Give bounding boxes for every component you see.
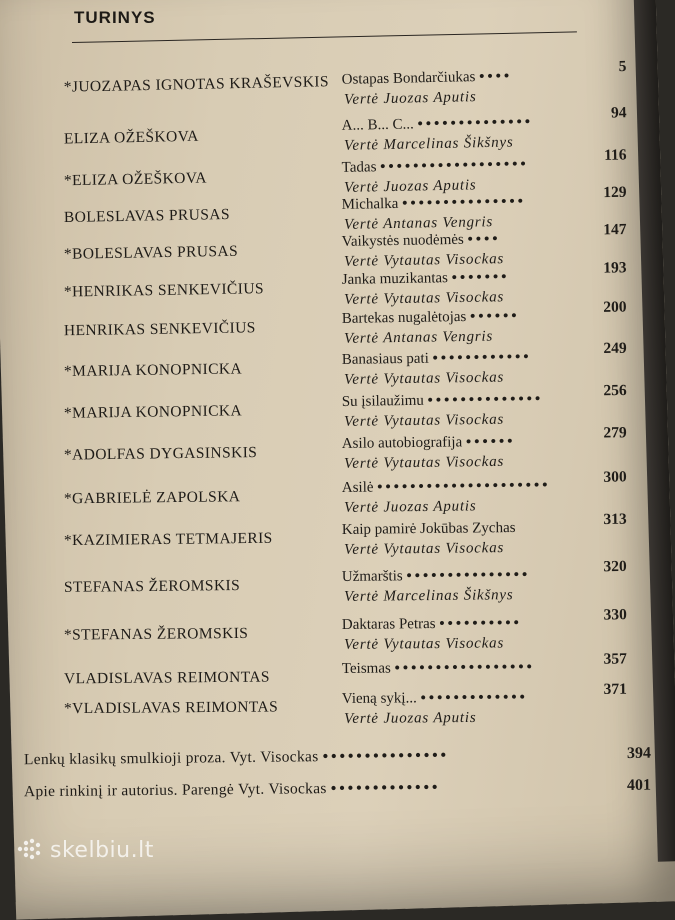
- entry-author: STEFANAS ŽEROMSKIS: [64, 577, 240, 597]
- entry-page-number: 371: [603, 681, 626, 699]
- entry-title-text: Kaip pamirė Jokūbas Zychas: [342, 520, 516, 538]
- leader-dots: •••••••••••••••••: [395, 659, 535, 676]
- entry-title: [342, 68, 513, 89]
- entry-translator: Vertė Juozas Aputis: [344, 498, 477, 517]
- appendix-page-number: 401: [627, 777, 651, 795]
- entry-page-number: 94: [611, 104, 627, 122]
- entry-translator: Vertė Antanas Vengris: [344, 214, 493, 234]
- entry-title-text: Banasiaus pati: [342, 351, 429, 368]
- leader-dots: ••••••: [466, 434, 516, 451]
- entry-title-text: Vaikystės nuodėmės: [342, 232, 464, 250]
- entry-translator: Vertė Marcelinas Šikšnys: [344, 587, 514, 606]
- appendix-title: Lenkų klasikų smulkioji proza. Vyt. Visockas: [24, 748, 319, 768]
- entry-title: [342, 349, 532, 369]
- entry-translator: Vertė Juozas Aputis: [344, 710, 477, 728]
- entry-author: ELIZA OŽEŠKOVA: [64, 128, 199, 149]
- entry-translator: Vertė Vytautas Visockas: [344, 540, 504, 559]
- appendix-text: [24, 779, 441, 801]
- entry-title-text: Bartekas nugalėtojas: [342, 309, 467, 327]
- leader-dots: •••••••••••••: [331, 779, 441, 797]
- leader-dots: ••••••••••••••: [428, 391, 544, 409]
- entry-title: [342, 520, 516, 539]
- entry-page-number: 313: [603, 511, 626, 529]
- entry-page-number: 116: [604, 146, 627, 164]
- toc-entry: [0, 518, 675, 572]
- leader-dots: ••••••: [470, 308, 520, 325]
- entry-title: [342, 308, 520, 328]
- skelbiu-logo-icon: [16, 838, 46, 860]
- entry-page-number: 279: [603, 424, 626, 442]
- entry-translator: Vertė Vytautas Visockas: [344, 412, 504, 431]
- leader-dots: ••••: [467, 231, 500, 248]
- leader-dots: ••••••••••••: [432, 349, 531, 366]
- toc-entry: [0, 688, 675, 739]
- entry-title-text: Asilo autobiografija: [342, 434, 463, 452]
- entry-page-number: 330: [603, 606, 626, 624]
- entry-page-number: 129: [603, 184, 627, 202]
- entry-page-number: 5: [619, 58, 627, 76]
- entry-author: *ELIZA OŽEŠKOVA: [64, 170, 207, 191]
- entry-title-text: Su įsilaužimu: [342, 393, 424, 410]
- entry-title: [342, 567, 531, 586]
- entry-translator: Vertė Antanas Vengris: [344, 329, 493, 348]
- leader-dots: •••••••••••••••: [323, 747, 450, 765]
- entry-title: [342, 477, 551, 497]
- leader-dots: •••••••••••••••: [406, 567, 530, 584]
- leader-dots: ••••••••••••••••••: [380, 156, 529, 175]
- entry-translator: Vertė Vytautas Visockas: [344, 635, 504, 654]
- entry-title: [342, 114, 534, 135]
- entry-author: *KAZIMIERAS TETMAJERIS: [64, 530, 273, 550]
- entry-title-text: A... B... C...: [342, 116, 414, 133]
- appendix-text: [24, 747, 449, 769]
- toc-appendix-entry: [0, 776, 675, 813]
- entry-page-number: 249: [603, 340, 627, 358]
- entry-title-text: Vieną sykį...: [342, 690, 417, 707]
- leader-dots: •••••••••••••: [420, 690, 527, 707]
- entry-title: [342, 434, 516, 453]
- heading-rule: [72, 31, 577, 43]
- entry-author: *GABRIELĖ ZAPOLSKA: [64, 488, 241, 508]
- entry-page-number: 147: [603, 221, 627, 239]
- leader-dots: ••••••••••: [439, 615, 522, 632]
- entry-title: [342, 156, 529, 177]
- entry-title-text: Ostapas Bondarčiukas: [342, 69, 476, 88]
- entry-page-number: 256: [603, 382, 626, 400]
- entry-author: HENRIKAS SENKEVIČIUS: [64, 319, 256, 340]
- watermark: [16, 838, 154, 863]
- leader-dots: •••••••••••••••••••••: [377, 477, 550, 495]
- leader-dots: ••••••••••••••: [417, 114, 533, 132]
- entry-title: [342, 659, 535, 678]
- entry-author: *ADOLFAS DYGASINSKIS: [64, 444, 258, 465]
- entry-translator: Vertė Marcelinas Šikšnys: [344, 134, 514, 154]
- entry-page-number: 320: [603, 558, 626, 576]
- entry-author: *VLADISLAVAS REIMONTAS: [64, 698, 278, 718]
- toc-heading: TURINYS: [74, 8, 156, 28]
- entry-author: BOLESLAVAS PRUSAS: [64, 206, 230, 227]
- appendix-page-number: 394: [627, 745, 651, 763]
- entry-page-number: 200: [603, 298, 627, 316]
- entry-title: [342, 231, 501, 251]
- toc-entry: [0, 565, 675, 618]
- entry-title: [342, 615, 522, 634]
- entry-author: *JUOZAPAS IGNOTAS KRAŠEVSKIS: [64, 73, 330, 97]
- entry-page-number: 193: [603, 259, 627, 277]
- entry-title: [342, 194, 526, 214]
- entry-title: [342, 269, 510, 289]
- entry-page-number: 357: [603, 650, 626, 668]
- entry-author: *STEFANAS ŽEROMSKIS: [64, 625, 248, 645]
- entry-translator: Vertė Juozas Aputis: [344, 89, 477, 109]
- entry-author: *HENRIKAS SENKEVIČIUS: [64, 280, 264, 301]
- leader-dots: •••••••: [452, 269, 510, 286]
- entry-title: [342, 391, 544, 411]
- leader-dots: •••••••••••••••: [402, 194, 526, 212]
- watermark-text: skelbiu.lt: [50, 838, 154, 863]
- entry-translator: Vertė Vytautas Visockas: [344, 454, 504, 473]
- entry-translator: Vertė Vytautas Visockas: [344, 370, 504, 389]
- entry-title-text: Asilė: [342, 480, 374, 496]
- entry-title-text: Daktaras Petras: [342, 616, 436, 633]
- entry-translator: Vertė Vytautas Visockas: [344, 289, 504, 309]
- entry-title-text: Tadas: [342, 159, 377, 176]
- entry-author: *BOLESLAVAS PRUSAS: [64, 243, 238, 264]
- entry-title-text: Janka muzikantas: [342, 270, 448, 288]
- entry-translator: Vertė Juozas Aputis: [344, 177, 477, 197]
- entry-title-text: Užmarštis: [342, 568, 403, 585]
- entry-author: VLADISLAVAS REIMONTAS: [64, 669, 270, 689]
- entry-author: *MARIJA KONOPNICKA: [64, 360, 242, 381]
- entry-title-text: Michalka: [342, 196, 399, 213]
- entry-title-text: Teismas: [342, 661, 391, 677]
- entry-page-number: 300: [603, 468, 626, 486]
- toc-appendix-entry: [0, 744, 675, 781]
- appendix-title: Apie rinkinį ir autorius. Parengė Vyt. Visockas: [24, 780, 327, 800]
- entry-translator: Vertė Vytautas Visockas: [344, 251, 504, 271]
- entry-title: [342, 690, 528, 708]
- leader-dots: ••••: [479, 68, 512, 85]
- entry-author: *MARIJA KONOPNICKA: [64, 402, 242, 422]
